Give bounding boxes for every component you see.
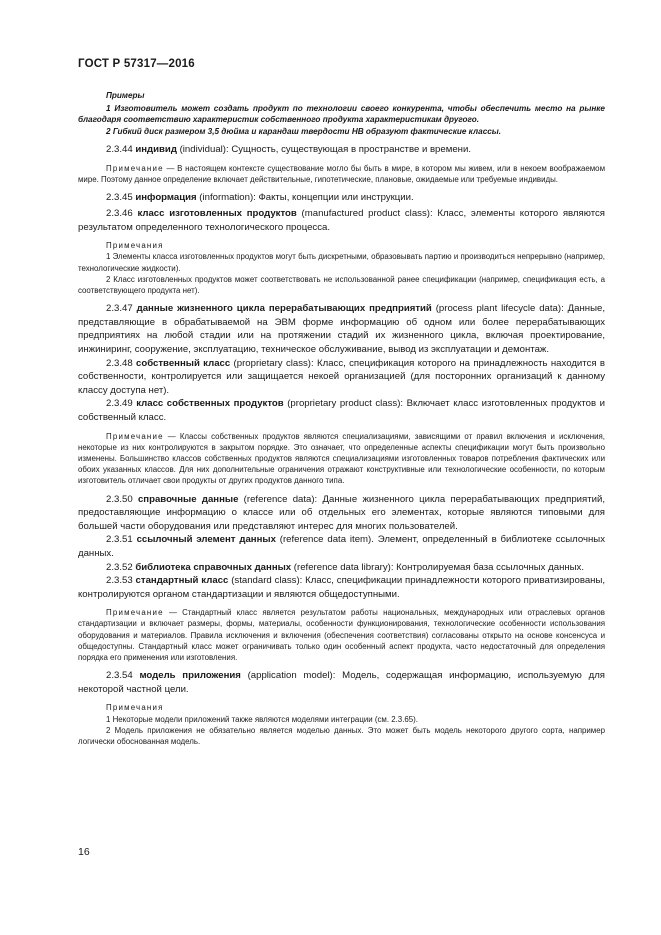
entry-term: модель приложения [139, 670, 241, 682]
entry-2-3-48 [78, 357, 605, 398]
entry-term: класс изготовленных продуктов [137, 207, 297, 219]
note-2-3-44 [78, 163, 605, 185]
entry-number: 2.3.53 [106, 575, 133, 587]
entry-number: 2.3.51 [106, 534, 133, 546]
entry-number: 2.3.49 [106, 398, 133, 410]
example-2: 2 Гибкий диск размером 3,5 дюйма и карандаш твердости HB образуют фактические классы. [106, 126, 502, 136]
entry-definition: (reference data library): Контролируемая база ссылочных данных. [291, 561, 585, 573]
entry-number: 2.3.54 [106, 670, 133, 682]
entry-2-3-45 [78, 191, 605, 205]
entry-2-3-53 [78, 574, 605, 601]
entry-definition: (manufactured product class): Класс, элементы которого являются результатом определенного технологического процесса. [78, 207, 605, 233]
page-content [78, 90, 605, 747]
entry-definition: (information): Факты, концепции или инструкции. [196, 192, 414, 204]
entry-term: собственный класс [136, 357, 231, 369]
document-header: ГОСТ Р 57317—2016 [78, 58, 195, 70]
note-text: — Классы собственных продуктов являются специализациями, зависящими от правил включения и исключения, некоторые из них контролируются в закрытом порядке. Это означает, что определенные аспекты спецификации могут быть произвольно изменены. Большинство классов собственных продуктов являются специализациями изготовленных товаров потребления фактических или обоих указанных классов. Для них дополнительные ограничения отражают конструктивные или технологические особенности, по которым изготовитель отличает свои продукты от других продуктов данного типа. [78, 431, 605, 486]
note-label: Примечание [106, 608, 164, 618]
entry-2-3-51 [78, 533, 605, 560]
entry-number: 2.3.44 [106, 144, 133, 156]
entry-term: класс собственных продуктов [136, 398, 284, 410]
entry-definition: (proprietary product class): Включает класс изготовленных продуктов и собственный класс. [78, 398, 605, 423]
notes-2-3-54-label: Примечания [106, 703, 164, 713]
entry-2-3-49 [78, 397, 605, 424]
entry-term: ссылочный элемент данных [136, 534, 276, 546]
entry-definition: (standard class): Класс, спецификации принадлежности которого приватизированы, контролируются органом стандартизации и являются общедоступными. [78, 575, 606, 600]
note-label: Примечание [106, 431, 164, 441]
entry-number: 2.3.47 [106, 303, 133, 315]
entry-2-3-54 [78, 669, 605, 696]
examples-title: Примеры [106, 91, 145, 100]
example-1: 1 Изготовитель может создать продукт по технологии своего конкурента, чтобы обеспечить место на рынке благодаря соответствию характеристик собственного продукта характеристикам другого. [78, 103, 605, 125]
entry-number: 2.3.52 [106, 561, 133, 573]
note-label: Примечание [106, 163, 164, 173]
entry-definition: (application model): Модель, содержащая информацию, используемую для некоторой частной цели. [78, 670, 606, 695]
entry-term: данные жизненного цикла перерабатывающих предприятий [136, 303, 432, 315]
entry-number: 2.3.48 [106, 357, 133, 369]
entry-definition: (reference data): Данные жизненного цикла перерабатывающих предприятий, предоставляющие информацию о классе или об отдельных его элементах, которые являются типовыми для большей части оборудования или представляют интерес для многих пользователей. [78, 493, 605, 532]
entry-number: 2.3.45 [106, 192, 133, 204]
note-2-3-46-1: 1 Элементы класса изготовленных продуктов могут быть дискретными, образовывать партию и производиться непрерывно (например, технологические жидкости). [78, 252, 605, 273]
note-2-3-46-2: 2 Класс изготовленных продуктов может соответствовать не использованной ранее спецификации (например, спецификация есть, а соответствующего продукта нет). [78, 274, 605, 295]
note-text: — В настоящем контексте существование могло бы быть в мире, в котором мы живем, или в некоем воображаемом мире. Поэтому данное определение включает действительные, гипотетические, плановые, ожидаемые или требуемые индивиды. [78, 163, 605, 185]
entry-number: 2.3.50 [106, 493, 133, 505]
note-2-3-53 [78, 607, 605, 663]
note-2-3-54-2: 2 Модель приложения не обязательно является моделью данных. Это может быть модель некоторого другого сорта, например логически обоснованная модель. [78, 725, 605, 747]
entry-term: стандартный класс [135, 575, 229, 587]
entry-2-3-46 [78, 207, 605, 234]
entry-term: библиотека справочных данных [135, 561, 292, 573]
entry-definition: (process plant lifecycle data): Данные, представляющие в обрабатываемой на ЭВМ форме информацию об одном или более перерабатывающих предприятиях на любой стадии или на протяжении стадий их жизненного цикла, включая проектирование, инжиниринг, сооружение, эксплуатацию, техническое обслуживание, вывод из эксплуатации и демонтаж. [78, 303, 605, 355]
notes-2-3-46-label: Примечания [106, 241, 164, 251]
note-text: — Стандартный класс является результатом работы национальных, международных или отраслевых органов стандартизации и включает размеры, формы, материалы, особенности функционирования, технологические особенности использования оборудования и материалов. Правила исключения и включения (обеспечения соответствия) согласованы открыто на основе консенсуса и общедоступны. Стандартный класс может ограничивать только один особенный аспект продукта, часто недостаточный для определения порядка его применения или изготовления. [78, 608, 605, 663]
entry-2-3-44 [78, 143, 605, 157]
entry-definition: (reference data item). Элемент, определенный в библиотеке ссылочных данных. [78, 534, 605, 559]
entry-definition: (proprietary class): Класс, спецификация которого на принадлежность находится в собственности, контролируется или защищается некоей организацией (для посторонних организаций к данному классу доступа нет). [78, 357, 605, 396]
entry-2-3-47 [78, 302, 605, 356]
page-number: 16 [78, 846, 90, 858]
entry-term: индивид [135, 144, 177, 156]
note-2-3-54-1: 1 Некоторые модели приложений также являются моделями интеграции (см. 2.3.65). [106, 714, 418, 724]
entry-definition: (individual): Сущность, существующая в пространстве и времени. [176, 144, 471, 156]
entry-number: 2.3.46 [106, 207, 133, 219]
note-2-3-49 [78, 431, 605, 487]
entry-2-3-50 [78, 493, 605, 534]
entry-2-3-52 [78, 561, 605, 575]
entry-term: справочные данные [137, 493, 239, 505]
entry-term: информация [135, 192, 197, 204]
